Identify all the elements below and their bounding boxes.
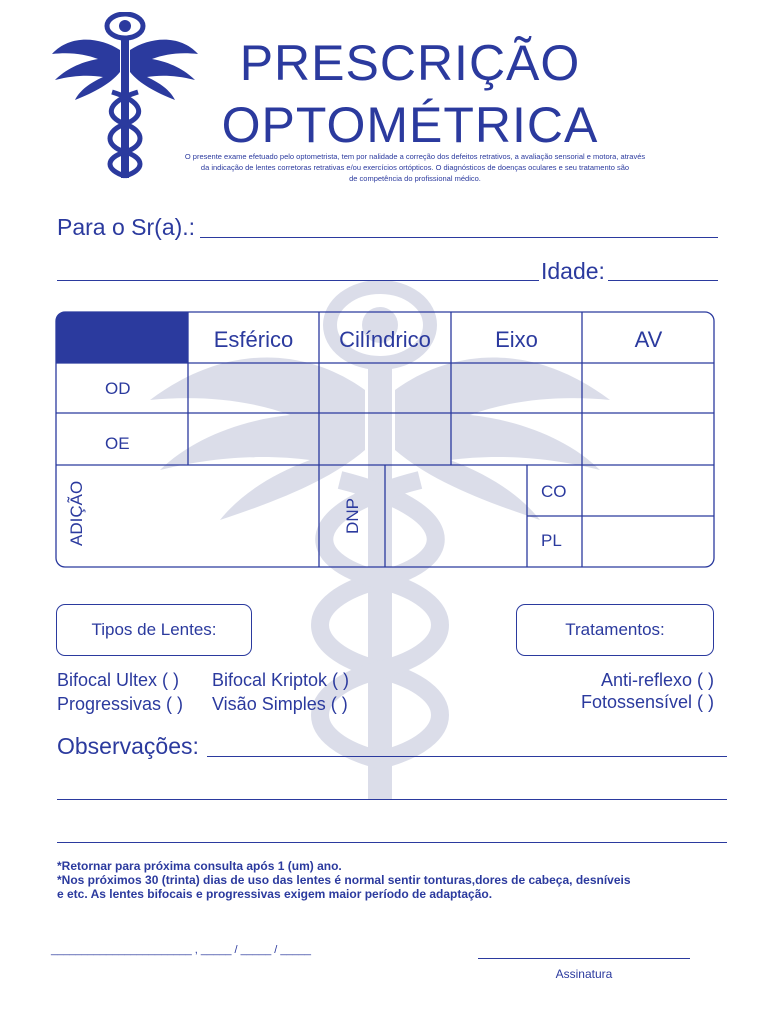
disclaimer-line-1: O presente exame efetuado pelo optometrista, tem por nalidade a correção dos defeitos retrativos, a avaliação sensorial e motora, através	[184, 152, 646, 161]
treatments-label: Tratamentos:	[565, 620, 665, 639]
option-anti-reflexo[interactable]: Anti-reflexo ( )	[600, 670, 714, 690]
age-label: Idade:	[541, 258, 605, 284]
patient-name-line-2[interactable]	[57, 280, 539, 281]
table-corner-fill	[56, 312, 188, 363]
row-oe-label: OE	[105, 434, 130, 453]
option-visao-simples[interactable]: Visão Simples ( )	[212, 694, 348, 714]
option-progressivas[interactable]: Progressivas ( )	[57, 694, 184, 714]
observations-line-1[interactable]	[207, 756, 727, 757]
co-label: CO	[541, 482, 567, 501]
pl-label: PL	[541, 531, 562, 550]
option-fotossensivel[interactable]: Fotossensível ( )	[580, 692, 714, 712]
treatments-box	[516, 604, 714, 656]
lens-types-label: Tipos de Lentes:	[91, 620, 217, 639]
row-od-label: OD	[105, 379, 131, 398]
disclaimer-line-2: da indicação de lentes corretoras retrativas e/ou exercícios ortópticos. O diagnósticos de doenças oculares e seu tratamento são	[200, 163, 630, 172]
patient-name-label: Para o Sr(a).:	[57, 214, 196, 240]
dnp-label: DNP	[343, 498, 362, 534]
age-line[interactable]	[608, 280, 718, 281]
signature-line[interactable]	[478, 958, 690, 959]
note-line-3: e etc. As lentes bifocais e progressivas exigem maior período de adaptação.	[57, 887, 493, 901]
note-line-2: *Nos próximos 30 (trinta) dias de uso das lentes é normal sentir tonturas,dores de cabeça, desníveis	[57, 873, 631, 887]
title-line-1: PRESCRIÇÃO	[239, 35, 581, 91]
note-line-1: *Retornar para próxima consulta após 1 (um) ano.	[57, 859, 342, 873]
adicao-label: ADIÇÃO	[67, 480, 86, 546]
header-eixo: Eixo	[495, 327, 538, 352]
lens-types-box	[56, 604, 252, 656]
disclaimer-line-3: de competência do profissional médico.	[349, 174, 481, 183]
title-line-2: OPTOMÉTRICA	[221, 97, 599, 153]
patient-name-line[interactable]	[200, 237, 718, 238]
date-field[interactable]: _______________________ , _____ / _____ / _____	[51, 944, 311, 956]
header-av: AV	[634, 327, 663, 352]
signature-label: Assinatura	[555, 967, 613, 981]
observations-label: Observações:	[57, 733, 199, 759]
option-bifocal-ultex[interactable]: Bifocal Ultex ( )	[57, 670, 180, 690]
disclaimer	[165, 151, 665, 184]
observations-line-3[interactable]	[57, 842, 727, 843]
option-bifocal-kriptok[interactable]: Bifocal Kriptok ( )	[212, 670, 350, 690]
header-esferico: Esférico	[213, 327, 294, 352]
observations-line-2[interactable]	[57, 799, 727, 800]
header-cilindrico: Cilíndrico	[339, 327, 431, 352]
